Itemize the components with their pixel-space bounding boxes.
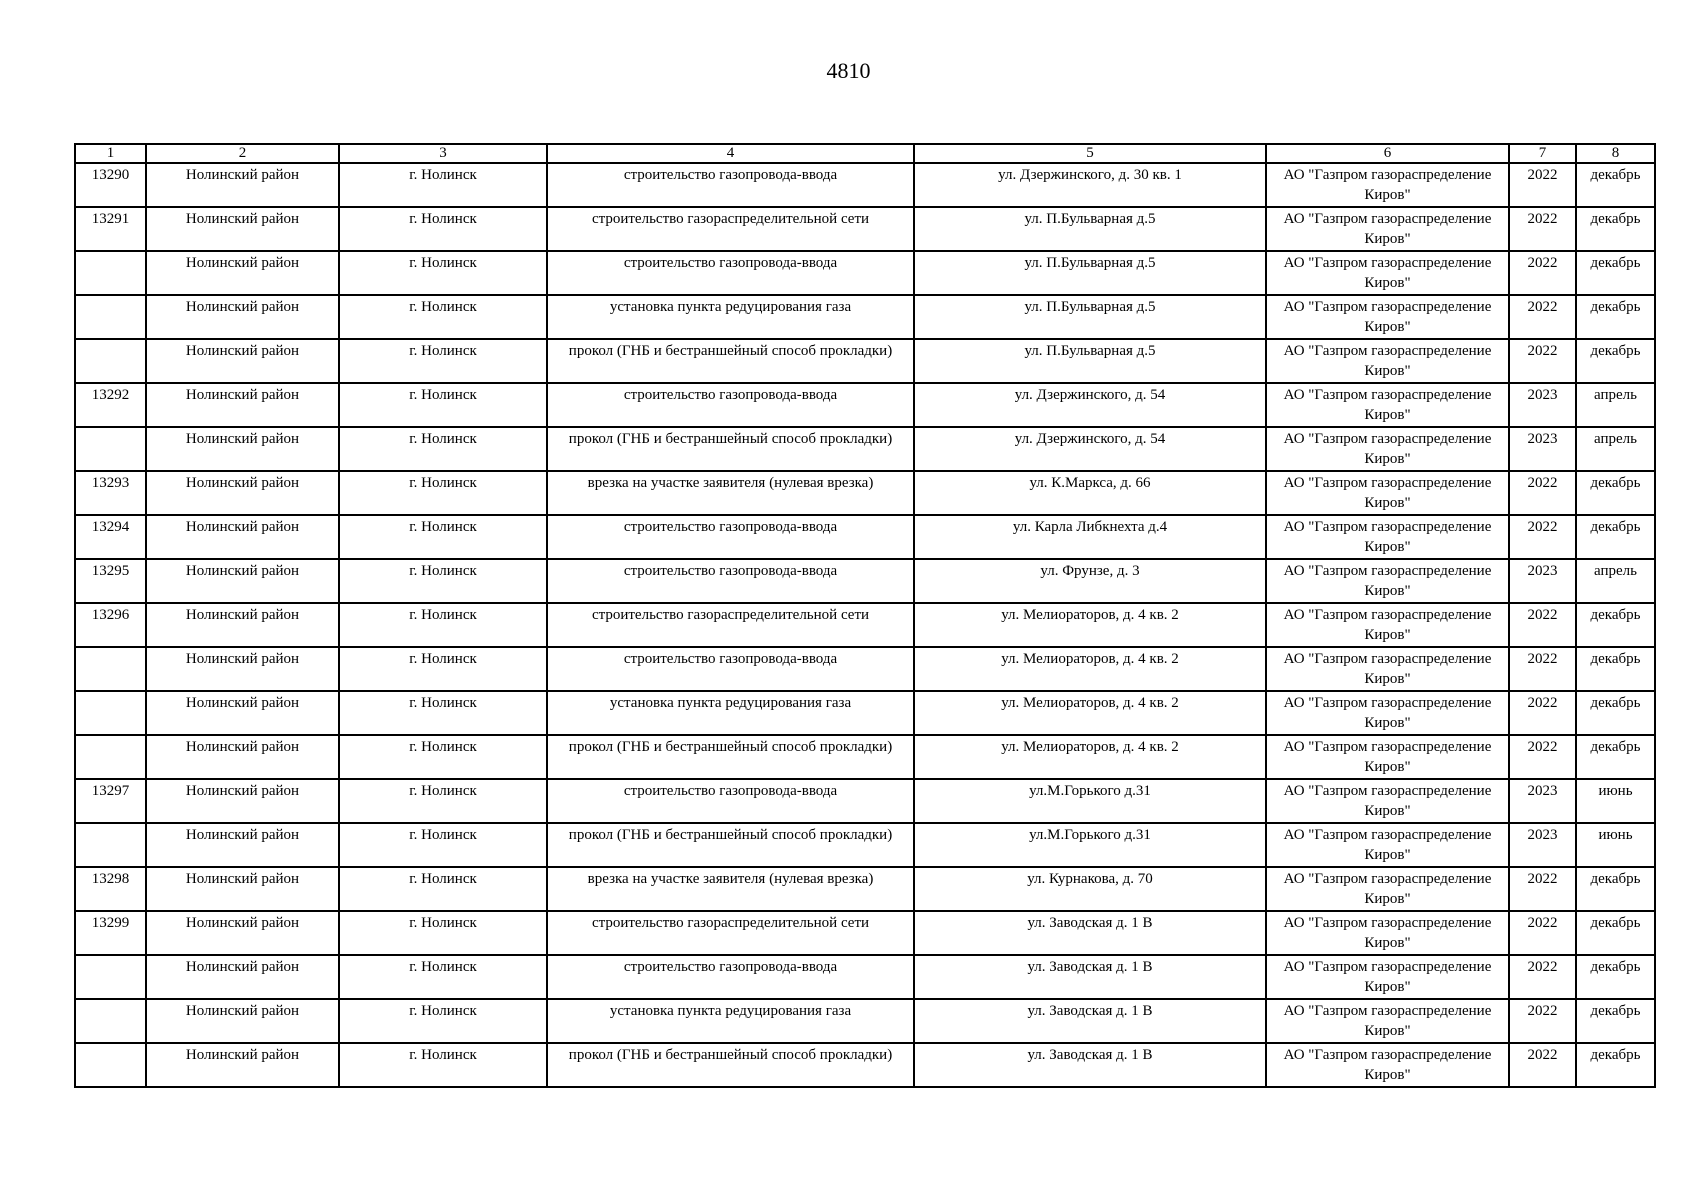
locality-cell: г. Нолинск	[339, 691, 547, 735]
column-header: 4	[547, 144, 914, 163]
work-type-cell: строительство газопровода-ввода	[547, 779, 914, 823]
row-number	[75, 339, 146, 383]
month-cell: декабрь	[1576, 471, 1655, 515]
table-row	[75, 251, 1655, 295]
row-number: 13293	[75, 471, 146, 515]
row-number: 13290	[75, 163, 146, 207]
row-number	[75, 999, 146, 1043]
year-cell: 2022	[1509, 691, 1576, 735]
work-type-cell: прокол (ГНБ и бестраншейный способ прокладки)	[547, 735, 914, 779]
register-body	[75, 163, 1655, 1087]
month-cell: декабрь	[1576, 295, 1655, 339]
column-header: 7	[1509, 144, 1576, 163]
table-row	[75, 647, 1655, 691]
locality-cell: г. Нолинск	[339, 163, 547, 207]
address-cell: ул. Фрунзе, д. 3	[914, 559, 1266, 603]
organization-cell: АО "Газпром газораспределение Киров"	[1266, 911, 1509, 955]
organization-cell: АО "Газпром газораспределение Киров"	[1266, 647, 1509, 691]
row-number: 13296	[75, 603, 146, 647]
year-cell: 2022	[1509, 999, 1576, 1043]
locality-cell: г. Нолинск	[339, 647, 547, 691]
table-row	[75, 207, 1655, 251]
address-cell: ул. Дзержинского, д. 54	[914, 383, 1266, 427]
work-type-cell: прокол (ГНБ и бестраншейный способ прокладки)	[547, 1043, 914, 1087]
month-cell: декабрь	[1576, 647, 1655, 691]
table-row	[75, 339, 1655, 383]
work-type-cell: прокол (ГНБ и бестраншейный способ прокладки)	[547, 427, 914, 471]
address-cell: ул.М.Горького д.31	[914, 779, 1266, 823]
year-cell: 2022	[1509, 207, 1576, 251]
district-cell: Нолинский район	[146, 339, 339, 383]
work-type-cell: прокол (ГНБ и бестраншейный способ прокладки)	[547, 823, 914, 867]
district-cell: Нолинский район	[146, 559, 339, 603]
locality-cell: г. Нолинск	[339, 955, 547, 999]
table-row	[75, 691, 1655, 735]
month-cell: июнь	[1576, 779, 1655, 823]
district-cell: Нолинский район	[146, 911, 339, 955]
table-row	[75, 163, 1655, 207]
address-cell: ул. Дзержинского, д. 30 кв. 1	[914, 163, 1266, 207]
organization-cell: АО "Газпром газораспределение Киров"	[1266, 339, 1509, 383]
year-cell: 2022	[1509, 735, 1576, 779]
row-number: 13298	[75, 867, 146, 911]
table-row	[75, 295, 1655, 339]
organization-cell: АО "Газпром газораспределение Киров"	[1266, 515, 1509, 559]
work-type-cell: установка пункта редуцирования газа	[547, 999, 914, 1043]
locality-cell: г. Нолинск	[339, 779, 547, 823]
locality-cell: г. Нолинск	[339, 471, 547, 515]
year-cell: 2022	[1509, 1043, 1576, 1087]
row-number	[75, 691, 146, 735]
organization-cell: АО "Газпром газораспределение Киров"	[1266, 471, 1509, 515]
organization-cell: АО "Газпром газораспределение Киров"	[1266, 603, 1509, 647]
district-cell: Нолинский район	[146, 779, 339, 823]
table-row	[75, 1043, 1655, 1087]
row-number	[75, 427, 146, 471]
row-number: 13291	[75, 207, 146, 251]
work-type-cell: строительство газопровода-ввода	[547, 251, 914, 295]
table-row	[75, 911, 1655, 955]
row-number: 13295	[75, 559, 146, 603]
district-cell: Нолинский район	[146, 955, 339, 999]
row-number	[75, 735, 146, 779]
locality-cell: г. Нолинск	[339, 339, 547, 383]
row-number: 13294	[75, 515, 146, 559]
locality-cell: г. Нолинск	[339, 295, 547, 339]
locality-cell: г. Нолинск	[339, 823, 547, 867]
locality-cell: г. Нолинск	[339, 559, 547, 603]
address-cell: ул. Заводская д. 1 В	[914, 955, 1266, 999]
year-cell: 2022	[1509, 647, 1576, 691]
year-cell: 2022	[1509, 471, 1576, 515]
year-cell: 2022	[1509, 911, 1576, 955]
year-cell: 2022	[1509, 251, 1576, 295]
district-cell: Нолинский район	[146, 735, 339, 779]
column-header: 5	[914, 144, 1266, 163]
month-cell: декабрь	[1576, 603, 1655, 647]
year-cell: 2022	[1509, 295, 1576, 339]
table-row	[75, 735, 1655, 779]
district-cell: Нолинский район	[146, 383, 339, 427]
month-cell: апрель	[1576, 427, 1655, 471]
table-row	[75, 999, 1655, 1043]
address-cell: ул. П.Бульварная д.5	[914, 207, 1266, 251]
month-cell: декабрь	[1576, 999, 1655, 1043]
work-type-cell: строительство газопровода-ввода	[547, 955, 914, 999]
month-cell: декабрь	[1576, 515, 1655, 559]
address-cell: ул. Мелиораторов, д. 4 кв. 2	[914, 691, 1266, 735]
table-row	[75, 471, 1655, 515]
address-cell: ул. К.Маркса, д. 66	[914, 471, 1266, 515]
table-row	[75, 603, 1655, 647]
locality-cell: г. Нолинск	[339, 867, 547, 911]
month-cell: декабрь	[1576, 955, 1655, 999]
district-cell: Нолинский район	[146, 295, 339, 339]
organization-cell: АО "Газпром газораспределение Киров"	[1266, 295, 1509, 339]
work-type-cell: строительство газораспределительной сети	[547, 911, 914, 955]
month-cell: декабрь	[1576, 735, 1655, 779]
address-cell: ул. Карла Либкнехта д.4	[914, 515, 1266, 559]
district-cell: Нолинский район	[146, 163, 339, 207]
organization-cell: АО "Газпром газораспределение Киров"	[1266, 955, 1509, 999]
month-cell: декабрь	[1576, 163, 1655, 207]
locality-cell: г. Нолинск	[339, 383, 547, 427]
work-type-cell: строительство газопровода-ввода	[547, 559, 914, 603]
work-type-cell: врезка на участке заявителя (нулевая врезка)	[547, 867, 914, 911]
organization-cell: АО "Газпром газораспределение Киров"	[1266, 779, 1509, 823]
register-table	[74, 143, 1656, 1088]
year-cell: 2023	[1509, 383, 1576, 427]
work-type-cell: строительство газораспределительной сети	[547, 207, 914, 251]
work-type-cell: установка пункта редуцирования газа	[547, 691, 914, 735]
month-cell: декабрь	[1576, 339, 1655, 383]
month-cell: декабрь	[1576, 691, 1655, 735]
table-row	[75, 427, 1655, 471]
locality-cell: г. Нолинск	[339, 911, 547, 955]
locality-cell: г. Нолинск	[339, 735, 547, 779]
organization-cell: АО "Газпром газораспределение Киров"	[1266, 207, 1509, 251]
organization-cell: АО "Газпром газораспределение Киров"	[1266, 559, 1509, 603]
district-cell: Нолинский район	[146, 1043, 339, 1087]
row-number: 13299	[75, 911, 146, 955]
address-cell: ул. Мелиораторов, д. 4 кв. 2	[914, 603, 1266, 647]
address-cell: ул. Курнакова, д. 70	[914, 867, 1266, 911]
address-cell: ул. П.Бульварная д.5	[914, 339, 1266, 383]
month-cell: декабрь	[1576, 207, 1655, 251]
organization-cell: АО "Газпром газораспределение Киров"	[1266, 251, 1509, 295]
locality-cell: г. Нолинск	[339, 515, 547, 559]
address-cell: ул. Мелиораторов, д. 4 кв. 2	[914, 647, 1266, 691]
organization-cell: АО "Газпром газораспределение Киров"	[1266, 1043, 1509, 1087]
month-cell: апрель	[1576, 383, 1655, 427]
table-row	[75, 515, 1655, 559]
address-cell: ул. Мелиораторов, д. 4 кв. 2	[914, 735, 1266, 779]
row-number: 13292	[75, 383, 146, 427]
year-cell: 2023	[1509, 823, 1576, 867]
year-cell: 2023	[1509, 779, 1576, 823]
district-cell: Нолинский район	[146, 647, 339, 691]
table-row	[75, 823, 1655, 867]
month-cell: июнь	[1576, 823, 1655, 867]
table-row	[75, 867, 1655, 911]
year-cell: 2023	[1509, 427, 1576, 471]
month-cell: декабрь	[1576, 1043, 1655, 1087]
district-cell: Нолинский район	[146, 691, 339, 735]
work-type-cell: строительство газопровода-ввода	[547, 647, 914, 691]
table-row	[75, 955, 1655, 999]
year-cell: 2022	[1509, 515, 1576, 559]
page-number: 4810	[826, 58, 871, 83]
year-cell: 2022	[1509, 163, 1576, 207]
district-cell: Нолинский район	[146, 251, 339, 295]
column-header: 2	[146, 144, 339, 163]
work-type-cell: строительство газораспределительной сети	[547, 603, 914, 647]
district-cell: Нолинский район	[146, 603, 339, 647]
year-cell: 2022	[1509, 603, 1576, 647]
address-cell: ул. П.Бульварная д.5	[914, 295, 1266, 339]
month-cell: декабрь	[1576, 251, 1655, 295]
locality-cell: г. Нолинск	[339, 251, 547, 295]
address-cell: ул. П.Бульварная д.5	[914, 251, 1266, 295]
work-type-cell: строительство газопровода-ввода	[547, 515, 914, 559]
organization-cell: АО "Газпром газораспределение Киров"	[1266, 163, 1509, 207]
year-cell: 2022	[1509, 339, 1576, 383]
locality-cell: г. Нолинск	[339, 1043, 547, 1087]
district-cell: Нолинский район	[146, 471, 339, 515]
table-row	[75, 383, 1655, 427]
address-cell: ул.М.Горького д.31	[914, 823, 1266, 867]
organization-cell: АО "Газпром газораспределение Киров"	[1266, 999, 1509, 1043]
locality-cell: г. Нолинск	[339, 603, 547, 647]
row-number	[75, 1043, 146, 1087]
district-cell: Нолинский район	[146, 999, 339, 1043]
month-cell: апрель	[1576, 559, 1655, 603]
locality-cell: г. Нолинск	[339, 207, 547, 251]
address-cell: ул. Заводская д. 1 В	[914, 911, 1266, 955]
address-cell: ул. Заводская д. 1 В	[914, 999, 1266, 1043]
work-type-cell: строительство газопровода-ввода	[547, 163, 914, 207]
table-row	[75, 559, 1655, 603]
header-row	[75, 144, 1655, 163]
row-number	[75, 251, 146, 295]
organization-cell: АО "Газпром газораспределение Киров"	[1266, 691, 1509, 735]
row-number	[75, 823, 146, 867]
organization-cell: АО "Газпром газораспределение Киров"	[1266, 735, 1509, 779]
year-cell: 2022	[1509, 867, 1576, 911]
year-cell: 2022	[1509, 955, 1576, 999]
district-cell: Нолинский район	[146, 427, 339, 471]
row-number	[75, 647, 146, 691]
district-cell: Нолинский район	[146, 867, 339, 911]
district-cell: Нолинский район	[146, 515, 339, 559]
district-cell: Нолинский район	[146, 207, 339, 251]
organization-cell: АО "Газпром газораспределение Киров"	[1266, 427, 1509, 471]
row-number	[75, 955, 146, 999]
table-row	[75, 779, 1655, 823]
work-type-cell: прокол (ГНБ и бестраншейный способ прокладки)	[547, 339, 914, 383]
row-number	[75, 295, 146, 339]
district-cell: Нолинский район	[146, 823, 339, 867]
month-cell: декабрь	[1576, 911, 1655, 955]
organization-cell: АО "Газпром газораспределение Киров"	[1266, 823, 1509, 867]
work-type-cell: врезка на участке заявителя (нулевая врезка)	[547, 471, 914, 515]
locality-cell: г. Нолинск	[339, 999, 547, 1043]
year-cell: 2023	[1509, 559, 1576, 603]
organization-cell: АО "Газпром газораспределение Киров"	[1266, 383, 1509, 427]
column-header: 6	[1266, 144, 1509, 163]
work-type-cell: строительство газопровода-ввода	[547, 383, 914, 427]
organization-cell: АО "Газпром газораспределение Киров"	[1266, 867, 1509, 911]
month-cell: декабрь	[1576, 867, 1655, 911]
column-header: 1	[75, 144, 146, 163]
address-cell: ул. Дзержинского, д. 54	[914, 427, 1266, 471]
locality-cell: г. Нолинск	[339, 427, 547, 471]
column-header: 3	[339, 144, 547, 163]
row-number: 13297	[75, 779, 146, 823]
column-header: 8	[1576, 144, 1655, 163]
work-type-cell: установка пункта редуцирования газа	[547, 295, 914, 339]
address-cell: ул. Заводская д. 1 В	[914, 1043, 1266, 1087]
